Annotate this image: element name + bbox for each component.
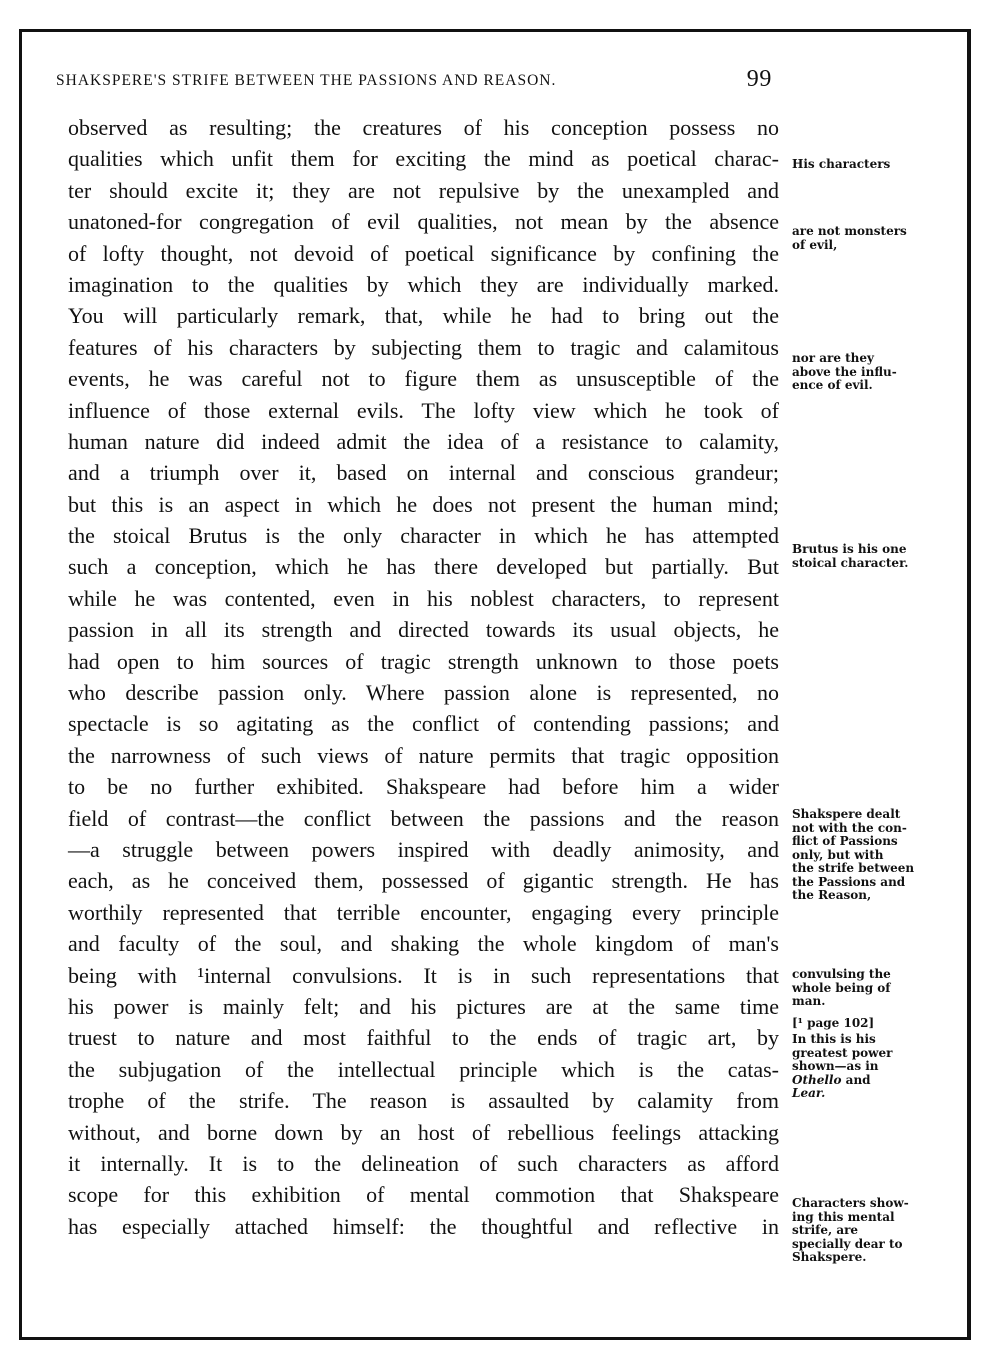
body-line: who describe passion only. Where passion alone is represented, no [68,680,779,706]
margin-note-convulsing [792,968,942,1009]
margin-note-line: flict of Passions [792,834,898,848]
margin-note-line: In this is his [792,1032,876,1046]
body-line: observed as resulting; the creatures of his conception possess no [68,115,779,140]
margin-note-line: Brutus is his one [792,542,907,556]
body-line: has especially attached himself: the thoughtful and reflective in [68,1213,779,1239]
body-line: the subjugation of the intellectual principle which is the catas- [68,1056,779,1082]
margin-note-line: Shakspere dealt [792,807,901,821]
body-line: the stoical Brutus is the only character in which he has attempted [68,523,779,549]
body-line: it internally. It is to the delineation of such characters as afford [68,1150,779,1176]
margin-note-his-characters [792,158,942,172]
body-line: his power is mainly felt; and his pictures are at the same time [68,993,779,1019]
body-line: imagination to the qualities by which they are individually marked. [68,271,779,297]
margin-note-line: the strife between [792,861,915,875]
footnote-page-ref: [¹ page 102] [792,1016,875,1030]
body-line: qualities which unfit them for exciting the mind as poetical charac- [68,146,779,172]
margin-note-line: the Reason, [792,888,872,902]
body-line: and faculty of the soul, and shaking the whole kingdom of man's [68,931,779,957]
margin-note-line: whole being of [792,980,891,995]
margin-note-line: nor are they [792,351,875,365]
body-line: trophe of the strife. The reason is assaulted by calamity from [68,1088,779,1114]
margin-note-line: His characters [792,157,891,171]
body-line: but this is an aspect in which he does not present the human mind; [68,491,779,517]
body-line: You will particularly remark, that, while he had to bring out the [68,303,779,329]
body-line: events, he was careful not to figure them as unsusceptible of the [68,366,779,392]
body-line: —a struggle between powers inspired with deadly animosity, and [68,836,779,862]
margin-note-line: the Passions and [792,874,906,889]
margin-note-line: specially dear to [792,1236,903,1251]
margin-note-line: stoical character. [792,555,909,570]
body-line: scope for this exhibition of mental commotion that Shakspeare [68,1182,779,1208]
margin-note-line: Lear. [792,1086,826,1100]
body-line: worthily represented that terrible encounter, engaging every principle [68,899,779,925]
margin-note-line: not with the con- [792,820,907,835]
running-head [56,66,772,92]
margin-note-footnote-ref [792,1017,942,1031]
margin-note-line: shown—as in [792,1059,879,1073]
margin-note-line: only, but with [792,847,884,862]
margin-note-not-monsters [792,225,942,252]
margin-note-influence-of-evil [792,352,942,393]
margin-note-greatest-power [792,1033,942,1101]
body-line: each, as he conceived them, possessed of gigantic strength. He has [68,868,779,894]
body-text [68,112,779,1242]
body-line: and a triumph over it, based on internal and conscious grandeur; [68,460,779,486]
margin-note-strife-passions-reason [792,808,942,903]
body-line: influence of those external evils. The lofty view which he took of [68,397,779,423]
margin-note-line: ence of evil. [792,378,873,392]
margin-note-line: strife, are [792,1223,859,1237]
body-line: ter should excite it; they are not repulsive by the unexampled and [68,177,779,203]
margin-note-line: of evil, [792,237,838,252]
margin-note-line: Othello and [792,1072,871,1087]
margin-note-brutus [792,543,942,570]
margin-note-line: are not monsters [792,224,907,238]
margin-note-line: man. [792,994,826,1008]
margin-note-mental-strife [792,1197,942,1265]
margin-note-line: Characters show- [792,1196,909,1210]
margin-note-line: Shakspere. [792,1250,867,1264]
body-line: being with ¹internal convulsions. It is in such representations that [68,962,779,988]
page-number: 99 [746,66,772,92]
body-line: while he was contented, even in his noblest characters, to represent [68,585,779,611]
body-line: unatoned-for congregation of evil qualities, not mean by the absence [68,209,779,235]
margin-note-line: convulsing the [792,967,891,981]
body-line: truest to nature and most faithful to the ends of tragic art, by [68,1025,779,1051]
body-line: of lofty thought, not devoid of poetical significance by confining the [68,240,779,266]
body-line: without, and borne down by an host of rebellious feelings attacking [68,1119,779,1145]
body-line: human nature did indeed admit the idea of a resistance to calamity, [68,428,779,454]
body-line: field of contrast—the conflict between the passions and the reason [68,805,779,831]
margin-note-line: ing this mental [792,1209,895,1224]
play-title-othello: Othello [792,1072,842,1087]
body-line: the narrowness of such views of nature permits that tragic opposition [68,742,779,768]
margin-note-line: above the influ- [792,364,897,379]
margin-note-line: greatest power [792,1045,893,1060]
body-line: spectacle is so agitating as the conflict of contending passions; and [68,711,779,737]
body-line: to be no further exhibited. Shakspeare had before him a wider [68,774,779,800]
body-line: features of his characters by subjecting them to tragic and calamitous [68,334,779,360]
body-line: had open to him sources of tragic strength unknown to those poets [68,648,779,674]
body-line: passion in all its strength and directed towards its usual objects, he [68,617,779,643]
running-head-title: SHAKSPERE'S STRIFE BETWEEN THE PASSIONS AND REASON. [56,72,557,89]
body-line: such a conception, which he has there developed but partially. But [68,554,779,580]
